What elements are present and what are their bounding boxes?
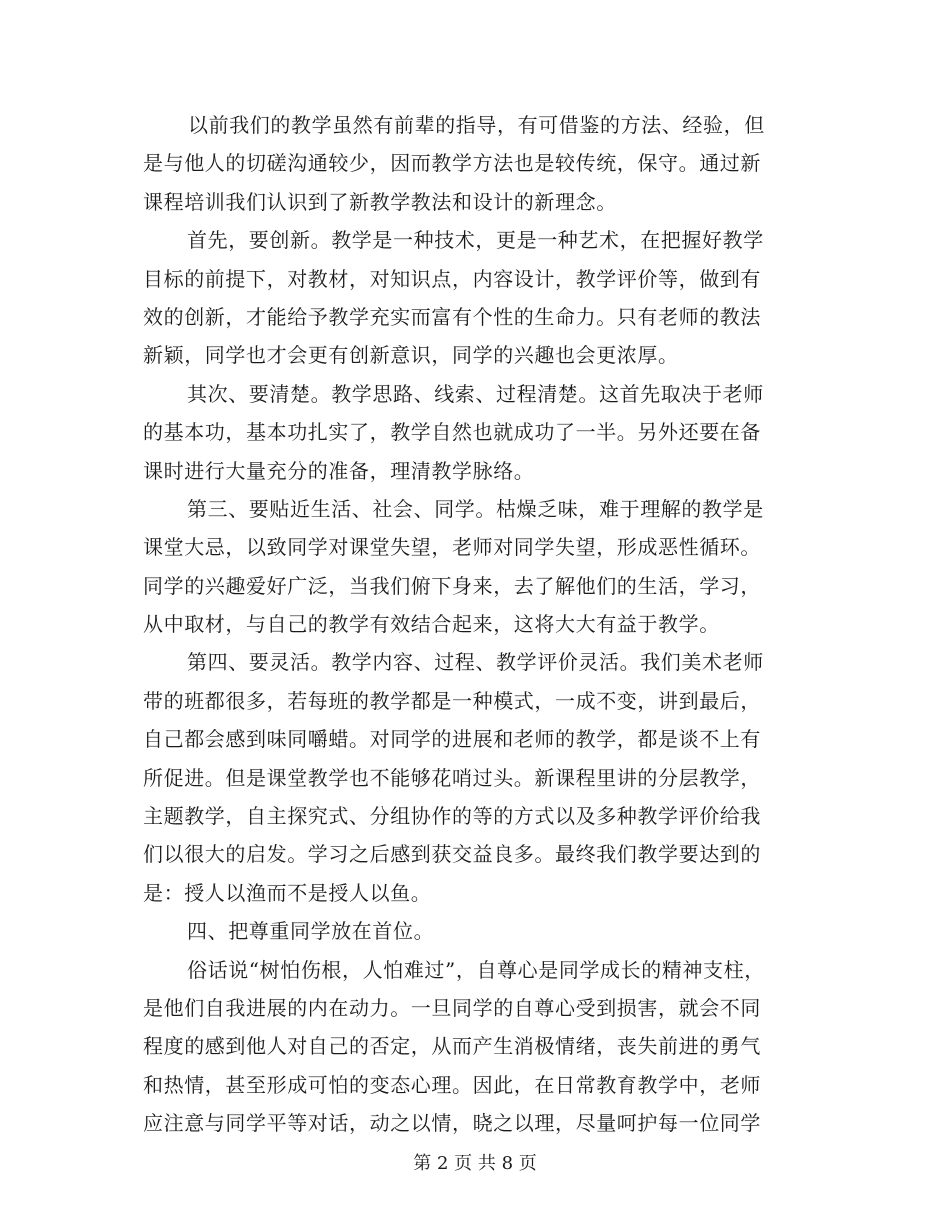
text-line: 程度的感到他人对自己的否定，从而产生消极情绪，丧失前进的勇气: [143, 1034, 761, 1059]
text-line: 是：授人以渔而不是授人以鱼。: [143, 880, 432, 905]
text-line: 是他们自我进展的内在动力。一旦同学的自尊心受到损害，就会不同: [143, 995, 761, 1020]
text-line: 首先，要创新。教学是一种技术，更是一种艺术，在把握好教学: [187, 228, 764, 253]
text-line: 的基本功，基本功扎实了，教学自然也就成功了一半。另外还要在备: [143, 420, 761, 445]
text-line: 第三、要贴近生活、社会、同学。枯燥乏味，难于理解的教学是: [187, 496, 764, 521]
section-heading: 四、把尊重同学放在首位。: [187, 919, 435, 944]
page-number-footer: 第 2 页 共 8 页: [413, 1153, 537, 1174]
text-line: 课程培训我们认识到了新教学教法和设计的新理念。: [143, 189, 617, 214]
text-line: 应注意与同学平等对话，动之以情，晓之以理，尽量呵护每一位同学: [143, 1111, 761, 1136]
text-line: 是与他人的切磋沟通较少，因而教学方法也是较传统，保守。通过新: [143, 151, 761, 176]
text-line: 带的班都很多，若每班的教学都是一种模式，一成不变，讲到最后，: [143, 688, 761, 713]
text-line: 们以很大的启发。学习之后感到获交益良多。最终我们教学要达到的: [143, 842, 761, 867]
text-line: 主题教学，自主探究式、分组协作的等的方式以及多种教学评价给我: [143, 804, 761, 829]
text-line: 以前我们的教学虽然有前辈的指导，有可借鉴的方法、经验，但: [188, 113, 765, 137]
text-line: 目标的前提下，对教材，对知识点，内容设计，教学评价等，做到有: [143, 266, 761, 291]
text-line: 和热情，甚至形成可怕的变态心理。因此，在日常教育教学中，老师: [143, 1072, 761, 1097]
text-line: 第四、要灵活。教学内容、过程、教学评价灵活。我们美术老师: [187, 650, 764, 675]
text-line: 自己都会感到味同嚼蜡。对同学的进展和老师的教学，都是谈不上有: [143, 727, 761, 752]
text-line: 从中取材，与自己的教学有效结合起来，这将大大有益于教学。: [143, 612, 720, 637]
text-line: 其次、要清楚。教学思路、线索、过程清楚。这首先取决于老师: [187, 381, 764, 406]
text-line: 俗话说“树怕伤根，人怕难过”，自尊心是同学成长的精神支柱，: [187, 957, 765, 982]
text-line: 所促进。但是课堂教学也不能够花哨过头。新课程里讲的分层教学，: [143, 765, 761, 790]
text-line: 同学的兴趣爱好广泛，当我们俯下身来，去了解他们的生活，学习，: [143, 573, 761, 598]
body-text: [143, 106, 803, 1143]
text-line: 新颖，同学也才会更有创新意识，同学的兴趣也会更浓厚。: [143, 343, 679, 368]
text-line: 课堂大忌，以致同学对课堂失望，老师对同学失望，形成恶性循环。: [143, 535, 761, 560]
text-line: 效的创新，才能给予教学充实而富有个性的生命力。只有老师的教法: [143, 304, 761, 329]
text-line: 课时进行大量充分的准备，理清教学脉络。: [143, 458, 535, 483]
